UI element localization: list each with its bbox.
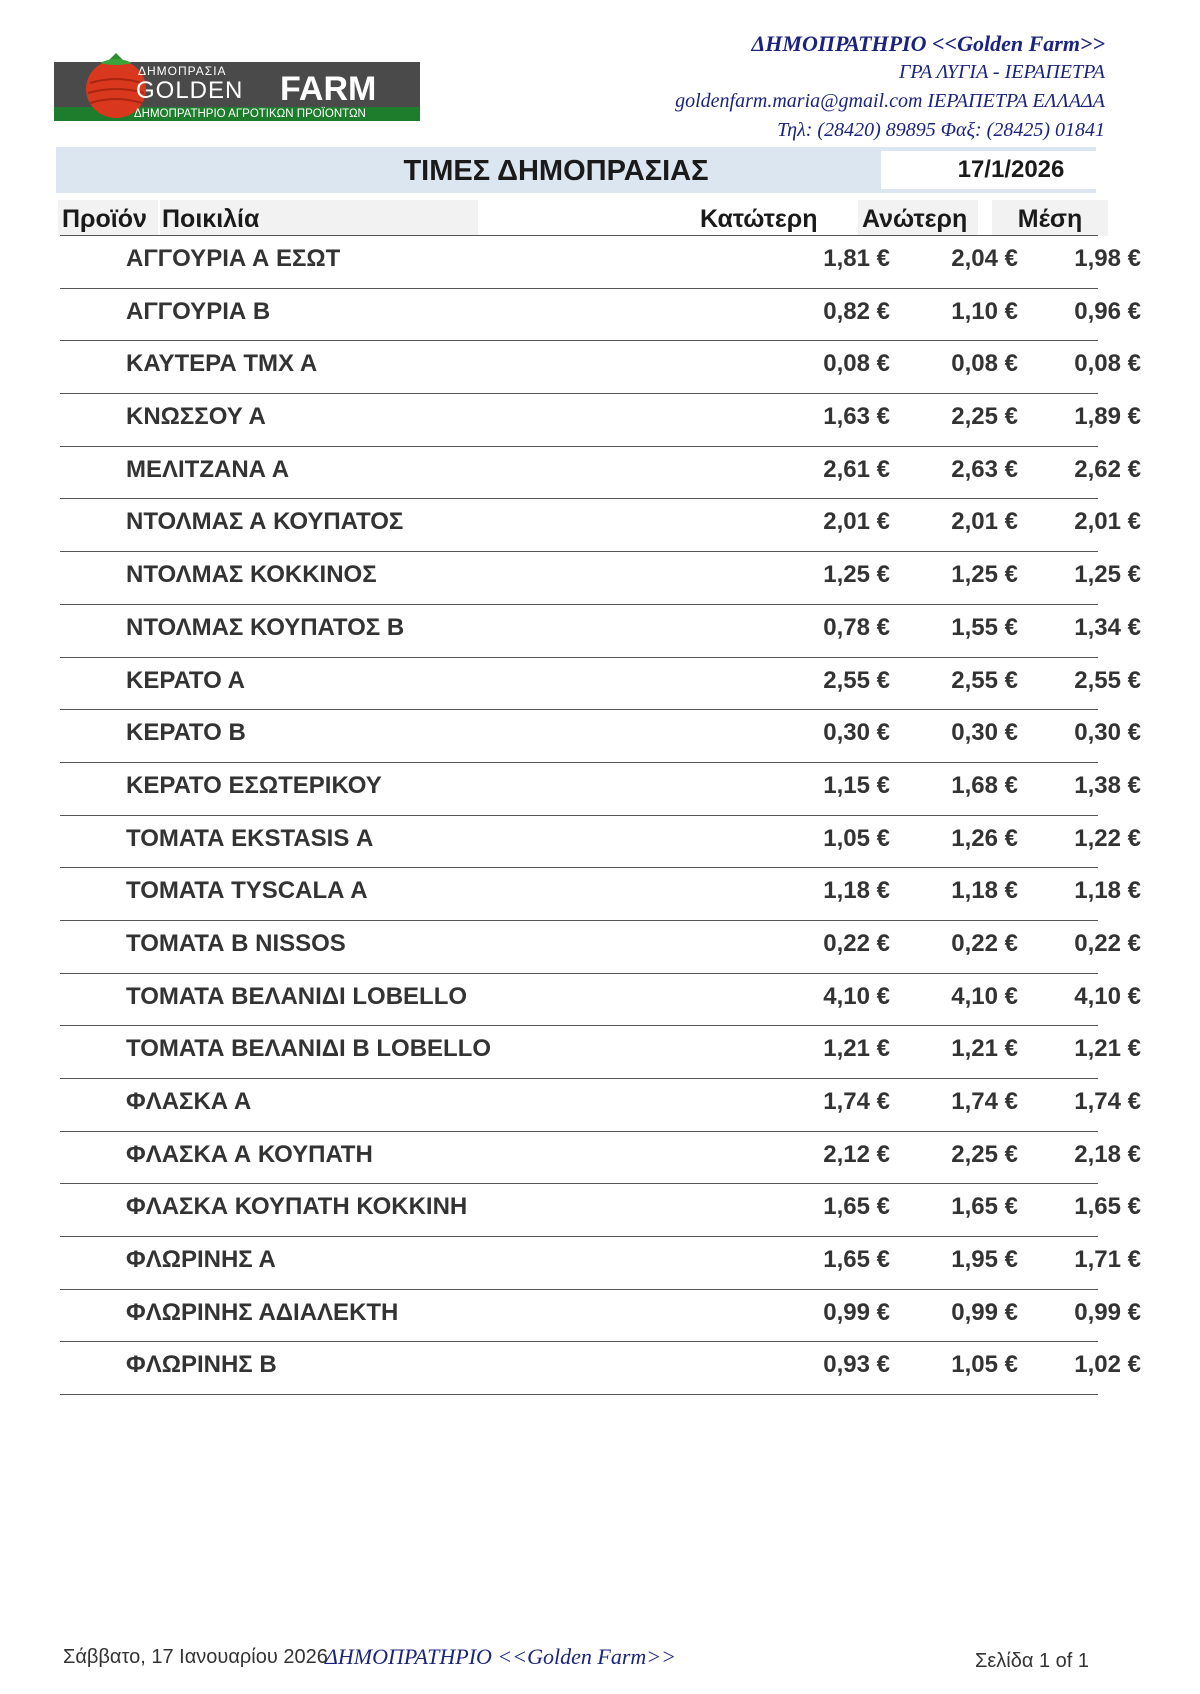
price-high: 1,26 € <box>951 824 1018 852</box>
table-row <box>60 868 1141 921</box>
price-avg: 0,99 € <box>1074 1298 1141 1326</box>
price-low: 1,18 € <box>823 877 890 905</box>
price-avg: 1,98 € <box>1074 245 1141 272</box>
company-location: ΓΡΑ ΛΥΓΙΑ - ΙΕΡΑΠΕΤΡΑ <box>898 61 1105 83</box>
table-row <box>60 816 1141 869</box>
price-avg: 0,96 € <box>1074 297 1141 325</box>
price-low: 0,82 € <box>823 297 890 325</box>
table-row <box>60 763 1141 816</box>
table-row <box>60 394 1141 447</box>
column-header-low: Κατώτερη <box>700 200 830 236</box>
price-low: 1,65 € <box>823 1246 890 1274</box>
price-low: 4,10 € <box>823 982 890 1010</box>
table-row <box>60 1184 1141 1237</box>
price-low: 0,93 € <box>823 1351 890 1379</box>
price-high: 1,95 € <box>951 1246 1018 1274</box>
company-title: ΔΗΜΟΠΡΑΤΗΡΙΟ <<Golden Farm>> <box>751 31 1105 56</box>
price-avg: 1,21 € <box>1074 1035 1141 1063</box>
product-name: ΚΕΡΑΤΟ Β <box>126 719 246 747</box>
product-name: ΦΛΑΣΚΑ Α ΚΟΥΠΑΤΗ <box>126 1140 373 1168</box>
price-high: 2,25 € <box>951 403 1018 431</box>
price-high: 1,65 € <box>951 1193 1018 1221</box>
company-phone: Τηλ: (28420) 89895 Φαξ: (28425) 01841 <box>777 119 1105 141</box>
price-low: 1,81 € <box>823 245 890 272</box>
price-avg: 0,30 € <box>1074 719 1141 747</box>
price-low: 0,08 € <box>823 350 890 378</box>
product-name: ΦΛΩΡΙΝΗΣ ΑΔΙΑΛΕΚΤΗ <box>126 1298 399 1326</box>
price-avg: 2,55 € <box>1074 666 1141 694</box>
price-low: 1,25 € <box>823 561 890 589</box>
column-header-high: Ανώτερη <box>858 200 978 236</box>
price-table <box>60 235 1141 1395</box>
product-name: ΚΕΡΑΤΟ Α <box>126 666 245 694</box>
logo-subtitle: ΔΗΜΟΠΡΑΤΗΡΙΟ ΑΓΡΟΤΙΚΩΝ ΠΡΟΪΟΝΤΩΝ <box>134 108 366 120</box>
column-header-product: Προϊόν <box>58 200 158 236</box>
table-row <box>60 658 1141 711</box>
product-name: ΤΟΜΑΤΑ EKSTASIS Α <box>126 824 374 852</box>
price-high: 1,25 € <box>951 561 1018 589</box>
price-low: 1,63 € <box>823 403 890 431</box>
price-high: 0,22 € <box>951 929 1018 957</box>
product-name: ΦΛΩΡΙΝΗΣ Α <box>126 1246 276 1274</box>
footer-page-number: Σελίδα 1 of 1 <box>975 1650 1090 1672</box>
table-row <box>60 447 1141 500</box>
price-avg: 1,18 € <box>1074 877 1141 905</box>
product-name: ΤΟΜΑΤΑ ΒΕΛΑΝΙΔΙ LOBELLO <box>126 982 468 1010</box>
price-avg: 1,22 € <box>1074 824 1141 852</box>
company-header <box>675 30 1105 145</box>
company-contact: goldenfarm.maria@gmail.com ΙΕΡΑΠΕΤΡΑ ΕΛΛΑΔΑ <box>675 90 1105 112</box>
table-row <box>60 605 1141 658</box>
price-low: 2,12 € <box>823 1140 890 1168</box>
table-row <box>60 710 1141 763</box>
table-row <box>60 1290 1141 1343</box>
report-date: 17/1/2026 <box>881 151 1141 189</box>
price-avg: 1,25 € <box>1074 561 1141 589</box>
table-row <box>60 1237 1141 1290</box>
price-high: 1,21 € <box>951 1035 1018 1063</box>
price-high: 2,01 € <box>951 508 1018 536</box>
table-row <box>60 1132 1141 1185</box>
price-high: 1,74 € <box>951 1088 1018 1115</box>
column-header-avg: Μέση <box>992 200 1108 236</box>
product-name: ΦΛΑΣΚΑ Α <box>126 1088 252 1115</box>
price-high: 1,55 € <box>951 613 1018 641</box>
price-avg: 1,02 € <box>1074 1351 1141 1379</box>
price-high: 2,63 € <box>951 455 1018 483</box>
product-name: ΝΤΟΛΜΑΣ ΚΟΚΚΙΝΟΣ <box>126 561 377 589</box>
product-name: ΦΛΩΡΙΝΗΣ Β <box>126 1351 277 1379</box>
price-low: 0,22 € <box>823 929 890 957</box>
table-row <box>60 499 1141 552</box>
report-title: ΤΙΜΕΣ ΔΗΜΟΠΡΑΣΙΑΣ <box>403 155 709 187</box>
logo-golden-text: GOLDEN <box>136 77 244 104</box>
price-avg: 0,22 € <box>1074 929 1141 957</box>
price-avg: 1,89 € <box>1074 403 1141 431</box>
product-name: ΚΕΡΑΤΟ ΕΣΩΤΕΡΙΚΟΥ <box>126 771 382 799</box>
table-row <box>60 235 1141 289</box>
price-low: 1,65 € <box>823 1193 890 1221</box>
price-high: 1,10 € <box>951 297 1018 325</box>
price-avg: 1,71 € <box>1074 1246 1141 1274</box>
price-low: 2,61 € <box>823 455 890 483</box>
price-low: 1,74 € <box>823 1088 890 1115</box>
price-high: 2,25 € <box>951 1140 1018 1168</box>
product-name: ΝΤΟΛΜΑΣ ΚΟΥΠΑΤΟΣ Β <box>126 613 405 641</box>
table-row <box>60 974 1141 1027</box>
logo-small-text: ΔΗΜΟΠΡΑΣΙΑ <box>138 64 227 78</box>
price-avg: 2,01 € <box>1074 508 1141 536</box>
price-high: 0,99 € <box>951 1298 1018 1326</box>
price-high: 1,05 € <box>951 1351 1018 1379</box>
product-name: ΤΟΜΑΤΑ TYSCALA Α <box>126 877 368 905</box>
product-name: ΑΓΓΟΥΡΙΑ Β <box>126 297 271 325</box>
table-row <box>60 552 1141 605</box>
product-name: ΝΤΟΛΜΑΣ Α ΚΟΥΠΑΤΟΣ <box>126 508 404 536</box>
product-name: ΑΓΓΟΥΡΙΑ Α ΕΣΩΤ <box>126 245 341 272</box>
product-name: ΚΝΩΣΣΟΥ Α <box>126 403 266 431</box>
price-low: 0,30 € <box>823 719 890 747</box>
price-avg: 0,08 € <box>1074 350 1141 378</box>
price-high: 1,18 € <box>951 877 1018 905</box>
footer-company-name: ΔΗΜΟΠΡΑΤΗΡΙΟ <<Golden Farm>> <box>325 1644 676 1669</box>
price-high: 2,55 € <box>951 666 1018 694</box>
logo-farm-text: FARM <box>280 70 377 108</box>
price-avg: 1,34 € <box>1074 613 1141 641</box>
price-high: 0,30 € <box>951 719 1018 747</box>
product-name: ΚΑΥΤΕΡΑ ΤΜΧ Α <box>126 350 318 378</box>
table-row <box>60 1026 1141 1079</box>
product-name: ΤΟΜΑΤΑ Β NISSOS <box>126 929 346 957</box>
product-name: ΤΟΜΑΤΑ ΒΕΛΑΝΙΔΙ Β LOBELLO <box>126 1035 492 1063</box>
column-header-variety: Ποικιλία <box>160 200 478 236</box>
company-logo <box>54 49 420 121</box>
table-row <box>60 341 1141 394</box>
price-avg: 1,74 € <box>1074 1088 1141 1115</box>
table-row <box>60 1079 1141 1132</box>
price-low: 1,21 € <box>823 1035 890 1063</box>
product-name: ΜΕΛΙΤΖΑΝΑ Α <box>126 455 290 483</box>
price-avg: 1,65 € <box>1074 1193 1141 1221</box>
price-avg: 4,10 € <box>1074 982 1141 1010</box>
table-row <box>60 1342 1141 1395</box>
price-high: 1,68 € <box>951 771 1018 799</box>
price-low: 0,78 € <box>823 613 890 641</box>
table-row <box>60 289 1141 342</box>
price-avg: 1,38 € <box>1074 771 1141 799</box>
price-low: 1,15 € <box>823 771 890 799</box>
price-avg: 2,62 € <box>1074 455 1141 483</box>
price-low: 1,05 € <box>823 824 890 852</box>
product-name: ΦΛΑΣΚΑ ΚΟΥΠΑΤΗ ΚΟΚΚΙΝΗ <box>126 1193 468 1221</box>
price-avg: 2,18 € <box>1074 1140 1141 1168</box>
price-high: 4,10 € <box>951 982 1018 1010</box>
footer-date: Σάββατο, 17 Ιανουαρίου 2026 <box>63 1646 328 1668</box>
price-high: 2,04 € <box>951 245 1018 272</box>
price-low: 2,01 € <box>823 508 890 536</box>
report-title-band <box>56 147 1096 193</box>
price-low: 2,55 € <box>823 666 890 694</box>
price-low: 0,99 € <box>823 1298 890 1326</box>
price-high: 0,08 € <box>951 350 1018 378</box>
table-row <box>60 921 1141 974</box>
